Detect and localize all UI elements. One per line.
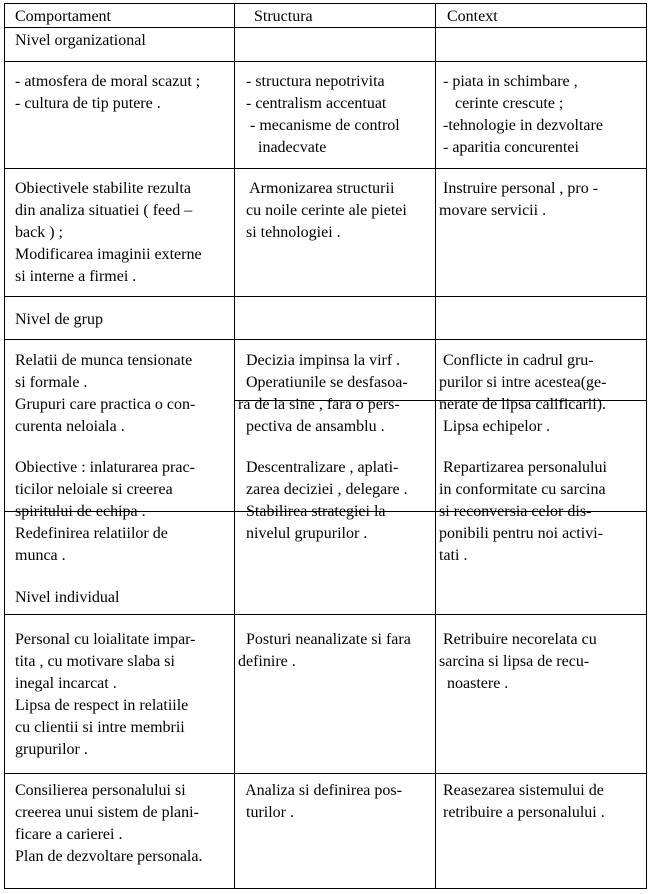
table-bottom-border	[4, 888, 647, 889]
cell-group-solution-context: Repartizarea personalului in conformitate cu sarcina si reconversia celor dis- ponibili pentru noi activi- tati .	[439, 459, 607, 564]
table-top-border	[4, 3, 647, 4]
cell-group-solution-structura: Descentralizare , aplati- zarea deciziei , delegare . Stabilirea strategiei la nivelul grupurilor .	[246, 459, 408, 542]
cell-org-problem-context: - piata in schimbare , cerinte crescute ; -tehnologie in dezvoltare - aparitia concurentei	[443, 73, 603, 156]
row-border	[4, 339, 647, 340]
row-border	[4, 614, 647, 615]
cell-group-problem-context: Conflicte in cadrul gru- purilor si intre acestea(ge- nerate de lipsa calificarii). Lipsa echipelor .	[439, 352, 607, 435]
cell-org-solution-context: Instruire personal , pro - movare servicii .	[439, 180, 599, 219]
row-border	[4, 168, 647, 169]
header-structura: Structura	[254, 8, 313, 25]
table-left-border	[4, 3, 5, 888]
cell-org-solution-comportament: Obiectivele stabilite rezulta din analiza situatiei ( feed – back ) ; Modificarea imaginii externe si interne a firmei .	[15, 180, 202, 285]
row-border	[4, 296, 647, 297]
cell-indiv-solution-comportament: Consilierea personalului si creerea unui sistem de plani- ficare a carierei . Plan de dezvoltare personala.	[15, 782, 203, 865]
cell-org-problem-comportament: - atmosfera de moral scazut ; - cultura de tip putere .	[15, 73, 201, 112]
cell-indiv-problem-structura: Posturi neanalizate si fara definire .	[238, 631, 411, 670]
cell-indiv-solution-context: Reasezarea sistemului de retribuire a personalului .	[443, 782, 605, 821]
cell-indiv-solution-structura: Analiza si definirea pos- turilor .	[245, 782, 402, 821]
table-right-border	[646, 3, 647, 888]
row-border	[4, 61, 647, 62]
column-divider	[435, 3, 436, 888]
column-divider	[234, 3, 235, 888]
row-border	[4, 773, 647, 774]
section-label-organizational: Nivel organizational	[15, 32, 146, 49]
header-context: Context	[447, 8, 498, 25]
cell-group-solution-comportament: Obiective : inlaturarea prac- ticilor neloiale si creerea spiritului de echipa . Redefinirea relatiilor de munca .	[15, 459, 195, 564]
cell-org-problem-structura: - structura nepotrivita - centralism accentuat - mecanisme de control inadecvate	[246, 73, 400, 156]
header-comportament: Comportament	[15, 8, 111, 25]
section-label-group: Nivel de grup	[15, 311, 103, 328]
cell-indiv-problem-context: Retribuire necorelata cu sarcina si lipsa de recu- noastere .	[439, 631, 597, 692]
cell-group-problem-comportament: Relatii de munca tensionate si formale . Grupuri care practica o con- curenta neloiala .	[15, 352, 196, 435]
cell-group-problem-structura: Decizia impinsa la virf . Operatiunile se desfasoa- ra de la sine , fara o pers- pectiva de ansamblu .	[238, 352, 408, 435]
cell-org-solution-structura: Armonizarea structurii cu noile cerinte ale pietei si tehnologiei .	[246, 180, 407, 241]
cell-indiv-problem-comportament: Personal cu loialitate impar- tita , cu motivare slaba si inegal incarcat . Lipsa de respect in relatiile cu clientii si intre membrii grupurilor .	[15, 631, 196, 758]
section-label-individual: Nivel individual	[15, 589, 120, 606]
